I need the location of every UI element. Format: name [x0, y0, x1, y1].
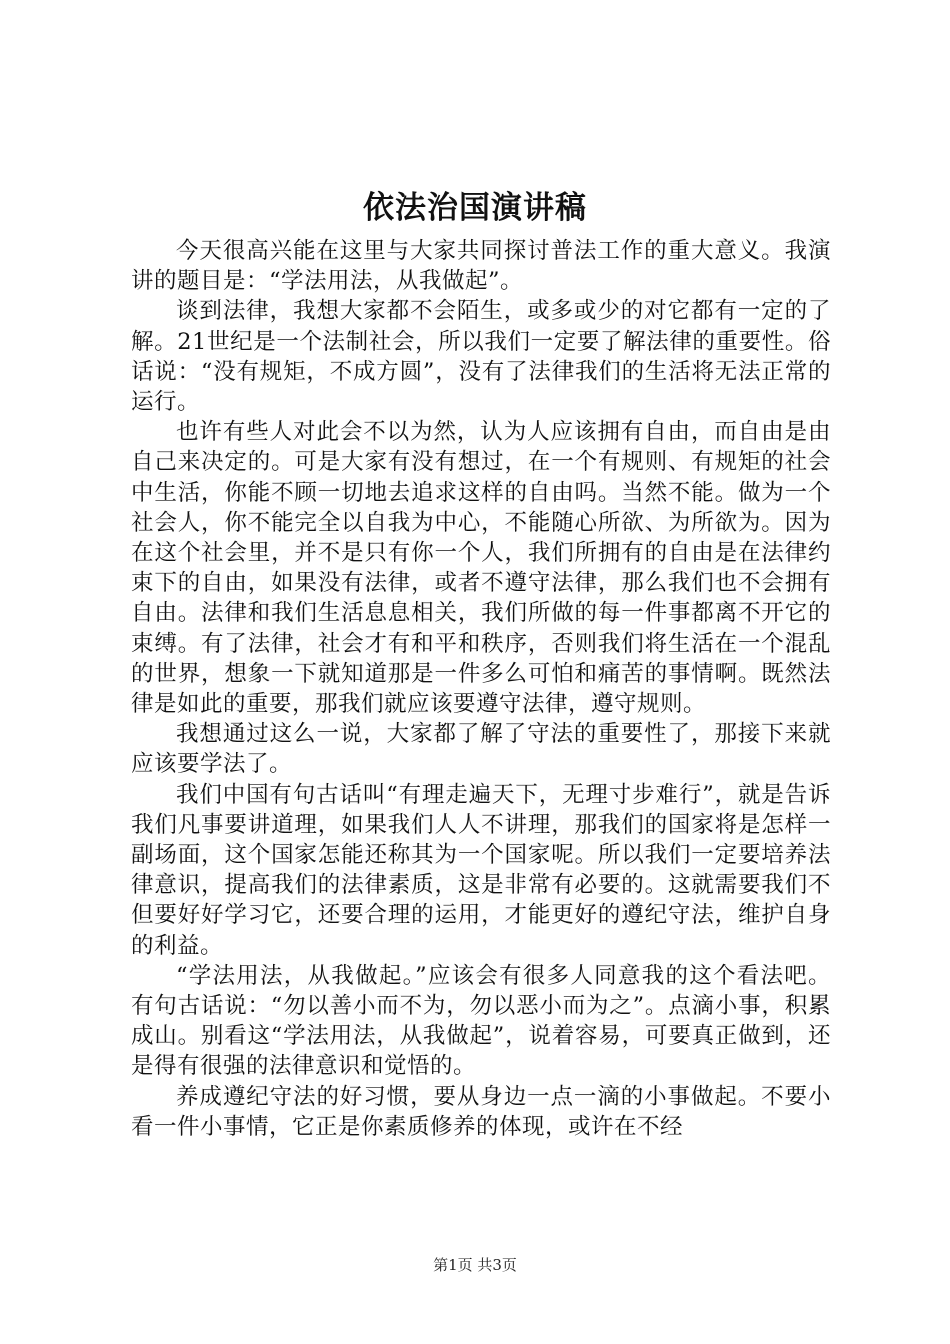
paragraph: “学法用法，从我做起。”应该会有很多人同意我的这个看法吧。有句古话说：“勿以善小而不为，勿以恶小而为之”。点滴小事，积累成山。别看这“学法用法，从我做起”，说着容易，可要真正做到，还是得有很强的法律意识和觉悟的。: [131, 962, 831, 1080]
paragraph: 今天很高兴能在这里与大家共同探讨普法工作的重大意义。我演讲的题目是：“学法用法，从我做起”。: [131, 238, 831, 295]
paragraph: 我想通过这么一说，大家都了解了守法的重要性了，那接下来就应该要学法了。: [131, 721, 831, 778]
page-number-footer: 第1页 共3页: [433, 1256, 517, 1274]
paragraph: 也许有些人对此会不以为然，认为人应该拥有自由，而自由是由自己来决定的。可是大家有没有想过，在一个有规则、有规矩的社会中生活，你能不顾一切地去追求这样的自由吗。当然不能。做为一个社会人，你不能完全以自我为中心，不能随心所欲、为所欲为。因为在这个社会里，并不是只有你一个人，我们所拥有的自由是在法律约束下的自由，如果没有法律，或者不遵守法律，那么我们也不会拥有自由。法律和我们生活息息相关，我们所做的每一件事都离不开它的束缚。有了法律，社会才有和平和秩序，否则我们将生活在一个混乱的世界，想象一下就知道那是一件多么可怕和痛苦的事情啊。既然法律是如此的重要，那我们就应该要遵守法律，遵守规则。: [131, 419, 831, 718]
document-title: 依法治国演讲稿: [363, 190, 587, 226]
document-body: [131, 236, 831, 1142]
paragraph: 谈到法律，我想大家都不会陌生，或多或少的对它都有一定的了解。21世纪是一个法制社会，所以我们一定要了解法律的重要性。俗话说：“没有规矩，不成方圆”，没有了法律我们的生活将无法正常的运行。: [131, 298, 831, 416]
paragraph: 我们中国有句古话叫“有理走遍天下，无理寸步难行”，就是告诉我们凡事要讲道理，如果我们人人不讲理，那我们的国家将是怎样一副场面，这个国家怎能还称其为一个国家呢。所以我们一定要培养法律意识，提高我们的法律素质，这是非常有必要的。这就需要我们不但要好好学习它，还要合理的运用，才能更好的遵纪守法，维护自身的利益。: [131, 781, 831, 959]
paragraph: 养成遵纪守法的好习惯，要从身边一点一滴的小事做起。不要小看一件小事情，它正是你素质修养的体现，或许在不经: [131, 1083, 831, 1140]
